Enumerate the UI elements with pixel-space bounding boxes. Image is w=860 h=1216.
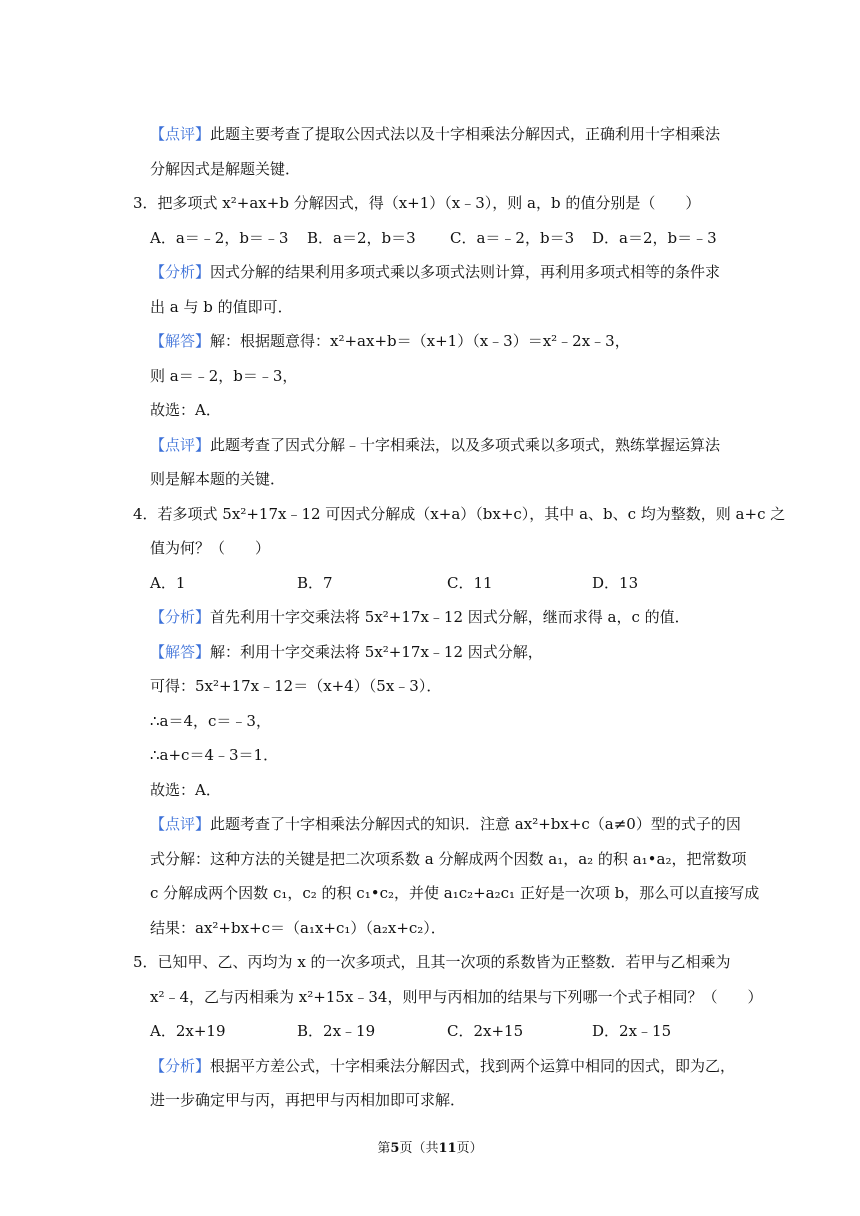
analysis-line: 【分析】根据平方差公式，十字相乘法分解因式，找到两个运算中相同的因式，即为乙， xyxy=(150,1057,736,1075)
page-footer: 第5页（共11页） xyxy=(377,1141,483,1156)
answer-line: ∴a＝4，c＝﹣3， xyxy=(150,712,271,730)
answer-line: 故选：A． xyxy=(150,781,221,799)
option-c: C．11 xyxy=(447,574,493,592)
comment-line: 则是解本题的关键． xyxy=(150,470,286,488)
option-b: B．a＝2，b＝3 xyxy=(307,229,416,247)
analysis-line: 出 a 与 b 的值即可． xyxy=(150,298,293,316)
comment-tag: 【点评】 xyxy=(150,125,211,143)
analysis-tag: 【分析】 xyxy=(150,263,211,281)
question-4-options xyxy=(150,573,750,593)
question-3-options xyxy=(150,228,750,248)
question-4: 4．若多项式 5x²+17x﹣12 可因式分解成（x+a）（bx+c），其中 a、b、c 均为整数，则 a+c 之 xyxy=(133,505,786,523)
comment-line: c 分解成两个因数 c₁，c₂ 的积 c₁•c₂，并使 a₁c₂+a₂c₁ 正好是一次项 b，那么可以直接写成 xyxy=(150,884,760,902)
answer-line: ∴a+c＝4﹣3＝1． xyxy=(150,746,279,764)
answer-line: 故选：A． xyxy=(150,401,221,419)
comment-line: 结果：ax²+bx+c＝（a₁x+c₁）（a₂x+c₂）． xyxy=(150,919,446,937)
option-b: B．7 xyxy=(297,574,333,592)
page-number: 5 xyxy=(390,1141,400,1156)
answer-line: 可得：5x²+17x﹣12＝（x+4）（5x﹣3）． xyxy=(150,677,442,695)
analysis-line: 【分析】首先利用十字交乘法将 5x²+17x﹣12 因式分解，继而求得 a，c 的值． xyxy=(150,608,690,626)
comment-tag: 【点评】 xyxy=(150,436,211,454)
option-a: A．1 xyxy=(150,574,186,592)
question-5: 5．已知甲、乙、丙均为 x 的一次多项式，且其一次项的系数皆为正整数．若甲与乙相乘为 xyxy=(133,953,731,971)
analysis-line: 进一步确定甲与丙，再把甲与丙相加即可求解． xyxy=(150,1091,466,1109)
comment-line: 式分解：这种方法的关键是把二次项系数 a 分解成两个因数 a₁，a₂ 的积 a₁•a₂，把常数项 xyxy=(150,850,747,868)
comment-line: 【点评】此题考查了十字相乘法分解因式的知识．注意 ax²+bx+c（a≠0）型的式子的因 xyxy=(150,815,741,833)
comment-tag: 【点评】 xyxy=(150,815,211,833)
option-d: D．2x﹣15 xyxy=(592,1022,672,1040)
question-4: 值为何？（ ） xyxy=(150,539,271,557)
answer-tag: 【解答】 xyxy=(150,643,211,661)
option-b: B．2x﹣19 xyxy=(297,1022,376,1040)
option-d: D．a＝2，b＝﹣3 xyxy=(592,229,717,247)
question-3: 3．把多项式 x²+ax+b 分解因式，得（x+1）（x﹣3），则 a，b 的值分别是（ ） xyxy=(133,194,701,212)
analysis-line: 【分析】因式分解的结果利用多项式乘以多项式法则计算，再利用多项式相等的条件求 xyxy=(150,263,721,281)
analysis-tag: 【分析】 xyxy=(150,1057,211,1075)
option-c: C．a＝﹣2，b＝3 xyxy=(450,229,575,247)
answer-line: 【解答】解：根据题意得：x²+ax+b＝（x+1）（x﹣3）＝x²﹣2x﹣3， xyxy=(150,332,630,350)
analysis-tag: 【分析】 xyxy=(150,608,211,626)
answer-tag: 【解答】 xyxy=(150,332,211,350)
answer-line: 则 a＝﹣2，b＝﹣3， xyxy=(150,367,298,385)
answer-line: 【解答】解：利用十字交乘法将 5x²+17x﹣12 因式分解， xyxy=(150,643,543,661)
question-5: x²﹣4，乙与丙相乘为 x²+15x﹣34，则甲与丙相加的结果与下列哪一个式子相同？（ ） xyxy=(150,988,763,1006)
option-d: D．13 xyxy=(592,574,639,592)
option-c: C．2x+15 xyxy=(447,1022,524,1040)
page-total: 11 xyxy=(438,1141,457,1156)
comment-line: 【点评】此题主要考查了提取公因式法以及十字相乘法分解因式，正确利用十字相乘法 xyxy=(150,125,721,143)
option-a: A．a＝﹣2，b＝﹣3 xyxy=(150,229,289,247)
comment-line: 【点评】此题考查了因式分解﹣十字相乘法，以及多项式乘以多项式，熟练掌握运算法 xyxy=(150,436,721,454)
comment-line: 分解因式是解题关键． xyxy=(150,160,301,178)
question-5-options xyxy=(150,1021,750,1041)
option-a: A．2x+19 xyxy=(150,1022,226,1040)
